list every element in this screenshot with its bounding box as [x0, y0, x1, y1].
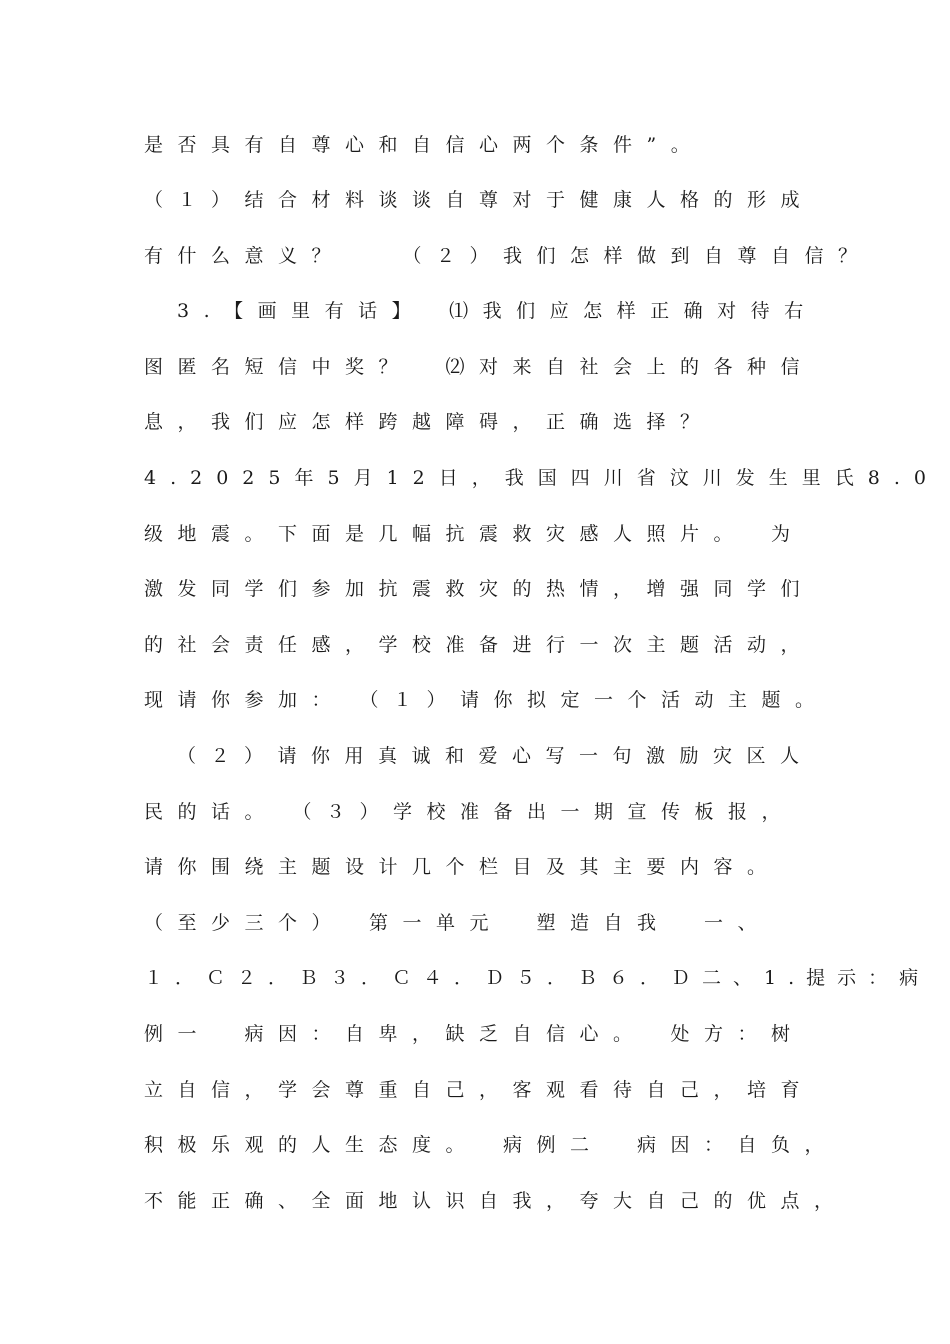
text-line: 现请你参加： （１）请你拟定一个活动主题。	[144, 689, 829, 711]
text-line: 激发同学们参加抗震救灾的热情，增强同学们	[144, 578, 815, 600]
text-line: （２）请你用真诚和爱心写一句激励灾区人	[177, 745, 814, 767]
text-line: 是否具有自尊心和自信心两个条件”。	[144, 134, 705, 156]
text-line: （１）结合材料谈谈自尊对于健康人格的形成	[144, 189, 815, 211]
text-line: 图匿名短信中奖？ ⑵对来自社会上的各种信	[144, 356, 815, 378]
text-line: 息，我们应怎样跨越障碍，正确选择？	[144, 411, 714, 433]
text-line: １．Ｃ２．Ｂ３．Ｃ４．Ｄ５．Ｂ６．Ｄ二、1.提示：病	[144, 967, 931, 989]
text-line: 请你围绕主题设计几个栏目及其主要内容。	[144, 856, 781, 878]
text-line: 民的话。 （３）学校准备出一期宣传板报，	[144, 801, 796, 823]
text-line: 3.【画里有话】 ⑴我们应怎样正确对待右	[177, 300, 818, 322]
text-line: 积极乐观的人生态度。 病例二 病因：自负，	[144, 1134, 839, 1156]
text-line: （至少三个） 第一单元 塑造自我 一、	[144, 912, 772, 934]
text-line: 例一 病因：自卑，缺乏自信心。 处方：树	[144, 1023, 805, 1045]
text-line: 4.2025年5月12日，我国四川省汶川发生里氏8.0	[144, 467, 940, 489]
text-line: 级地震。下面是几幅抗震救灾感人照片。 为	[144, 523, 805, 545]
text-line: 的社会责任感，学校准备进行一次主题活动，	[144, 634, 815, 656]
text-line: 立自信，学会尊重自己，客观看待自己，培育	[144, 1079, 815, 1101]
text-line: 不能正确、全面地认识自我，夸大自己的优点，	[144, 1190, 848, 1212]
text-line: 有什么意义？ （２）我们怎样做到自尊自信？	[144, 245, 872, 267]
